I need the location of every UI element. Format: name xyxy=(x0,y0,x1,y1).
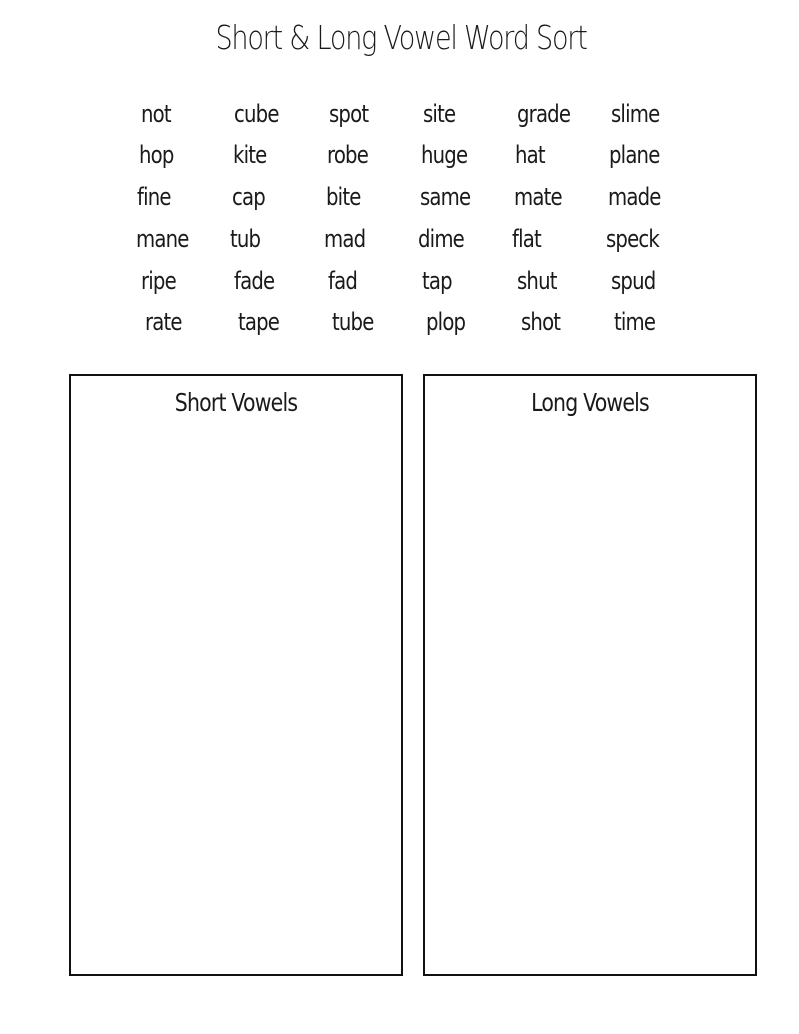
word-card[interactable]: hop xyxy=(139,141,174,169)
word-card[interactable]: tub xyxy=(230,225,261,253)
word-card[interactable]: spot xyxy=(329,100,369,128)
word-card[interactable]: rate xyxy=(145,308,182,336)
word-card[interactable]: tube xyxy=(332,308,374,336)
long-vowels-heading: Long Vowels xyxy=(531,388,649,417)
word-card[interactable]: speck xyxy=(606,225,659,253)
word-card[interactable]: fine xyxy=(137,183,171,211)
short-vowels-heading: Short Vowels xyxy=(174,388,298,417)
word-card[interactable]: shut xyxy=(517,267,557,295)
word-card[interactable]: time xyxy=(614,308,656,336)
word-card[interactable]: fade xyxy=(234,267,275,295)
word-card[interactable]: shot xyxy=(521,308,561,336)
word-card[interactable]: tap xyxy=(422,267,452,295)
word-card[interactable]: mate xyxy=(514,183,562,211)
word-card[interactable]: huge xyxy=(421,141,468,169)
word-card[interactable]: robe xyxy=(327,141,369,169)
word-card[interactable]: ripe xyxy=(141,267,176,295)
long-vowels-box[interactable] xyxy=(423,374,757,976)
word-card[interactable]: not xyxy=(141,100,171,128)
word-card[interactable]: slime xyxy=(611,100,660,128)
word-card[interactable]: site xyxy=(423,100,456,128)
word-card[interactable]: kite xyxy=(233,141,267,169)
word-card[interactable]: cube xyxy=(234,100,279,128)
word-card[interactable]: flat xyxy=(512,225,541,253)
word-card[interactable]: mane xyxy=(136,225,189,253)
word-card[interactable]: grade xyxy=(517,100,571,128)
word-card[interactable]: spud xyxy=(611,267,656,295)
word-card[interactable]: tape xyxy=(238,308,280,336)
word-card[interactable]: mad xyxy=(324,225,366,253)
word-card[interactable]: dime xyxy=(418,225,464,253)
word-card[interactable]: plane xyxy=(609,141,660,169)
worksheet-title: Short & Long Vowel Word Sort xyxy=(215,18,587,57)
word-card[interactable]: bite xyxy=(326,183,361,211)
short-vowels-box[interactable] xyxy=(69,374,403,976)
word-card[interactable]: cap xyxy=(232,183,265,211)
word-card[interactable]: made xyxy=(608,183,661,211)
word-card[interactable]: same xyxy=(420,183,471,211)
word-card[interactable]: fad xyxy=(328,267,358,295)
word-card[interactable]: plop xyxy=(426,308,466,336)
word-card[interactable]: hat xyxy=(515,141,545,169)
